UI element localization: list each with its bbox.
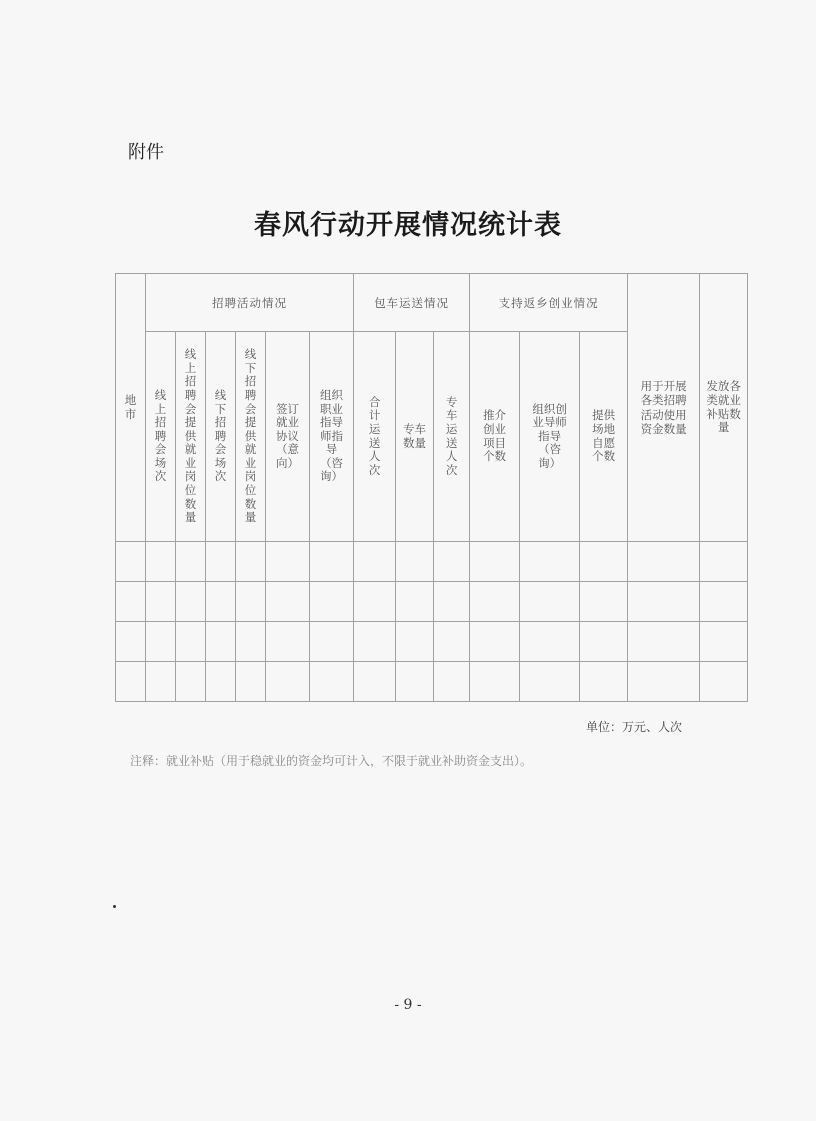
table-cell [266, 542, 310, 582]
table-cell [176, 662, 206, 702]
group-header-entrepreneurship: 支持返乡创业情况 [470, 274, 628, 332]
table-cell [396, 582, 434, 622]
table-cell [266, 582, 310, 622]
statistics-table [115, 273, 748, 702]
table-cell [520, 542, 580, 582]
table-cell [236, 582, 266, 622]
table-cell [116, 582, 146, 622]
table-cell [146, 622, 176, 662]
table-cell [470, 622, 520, 662]
table-cell [580, 542, 628, 582]
table-cell [116, 542, 146, 582]
table-cell [700, 662, 748, 702]
table-row [116, 662, 748, 702]
header-venues: 提供场地自愿个数 [580, 332, 628, 542]
table-row [116, 542, 748, 582]
table-cell [354, 662, 396, 702]
header-special-vehicle-people: 专车运送人次 [434, 332, 470, 542]
table-cell [116, 662, 146, 702]
table-cell [206, 582, 236, 622]
table-cell [310, 622, 354, 662]
header-mentor-guidance: 组织创业导师指导（咨询） [520, 332, 580, 542]
table-cell [354, 582, 396, 622]
table-cell [116, 622, 146, 662]
table-cell [434, 622, 470, 662]
table-cell [434, 542, 470, 582]
table-cell [310, 582, 354, 622]
table-cell [236, 542, 266, 582]
table-cell [206, 662, 236, 702]
table-cell [236, 622, 266, 662]
table-cell [470, 542, 520, 582]
header-agreements: 签订就业协议（意向） [266, 332, 310, 542]
header-online-positions: 线上招聘会提供就业岗位数量 [176, 332, 206, 542]
unit-label: 单位：万元、人次 [586, 720, 683, 734]
table-cell [470, 662, 520, 702]
footnote: 注释：就业补贴（用于稳就业的资金均可计入，不限于就业补助资金支出）。 [130, 754, 533, 768]
header-special-vehicles: 专车数量 [396, 332, 434, 542]
header-recruitment-funds: 用于开展各类招聘活动使用资金数量 [628, 274, 700, 542]
header-projects: 推介创业项目个数 [470, 332, 520, 542]
table-cell [176, 622, 206, 662]
table-cell [236, 662, 266, 702]
table-cell [396, 542, 434, 582]
table-cell [354, 622, 396, 662]
header-city: 地市 [116, 274, 146, 542]
table-cell [176, 582, 206, 622]
table-cell [266, 622, 310, 662]
table-cell [176, 542, 206, 582]
table-cell [700, 582, 748, 622]
table-cell [700, 542, 748, 582]
table-cell [354, 542, 396, 582]
table-cell [520, 662, 580, 702]
table-cell [434, 662, 470, 702]
table-cell [310, 662, 354, 702]
table-cell [628, 662, 700, 702]
table-cell [310, 542, 354, 582]
table-row [116, 622, 748, 662]
table-row [116, 582, 748, 622]
table-cell [628, 582, 700, 622]
table-cell [520, 582, 580, 622]
header-career-guidance: 组织职业指导师指导（咨询） [310, 332, 354, 542]
header-offline-positions: 线下招聘会提供就业岗位数量 [236, 332, 266, 542]
page-number: - 9 - [394, 997, 422, 1013]
table-cell [434, 582, 470, 622]
group-header-bus: 包车运送情况 [354, 274, 470, 332]
table-cell [146, 662, 176, 702]
header-subsidies: 发放各类就业补贴数量 [700, 274, 748, 542]
attachment-label: 附件 [128, 142, 164, 163]
header-online-fairs: 线上招聘会场次 [146, 332, 176, 542]
table-cell [146, 542, 176, 582]
table-cell [628, 622, 700, 662]
document-title: 春风行动开展情况统计表 [254, 210, 562, 241]
header-total-transported: 合计运送人次 [354, 332, 396, 542]
group-header-recruitment: 招聘活动情况 [146, 274, 354, 332]
table-cell [206, 622, 236, 662]
table-cell [580, 622, 628, 662]
table-cell [580, 582, 628, 622]
table-cell [206, 542, 236, 582]
table-cell [146, 582, 176, 622]
table-cell [580, 662, 628, 702]
table-cell [266, 662, 310, 702]
table-cell [396, 622, 434, 662]
table-cell [520, 622, 580, 662]
table-cell [700, 622, 748, 662]
table-cell [628, 542, 700, 582]
scan-speck [113, 905, 116, 908]
table-cell [396, 662, 434, 702]
header-offline-fairs: 线下招聘会场次 [206, 332, 236, 542]
table-cell [470, 582, 520, 622]
